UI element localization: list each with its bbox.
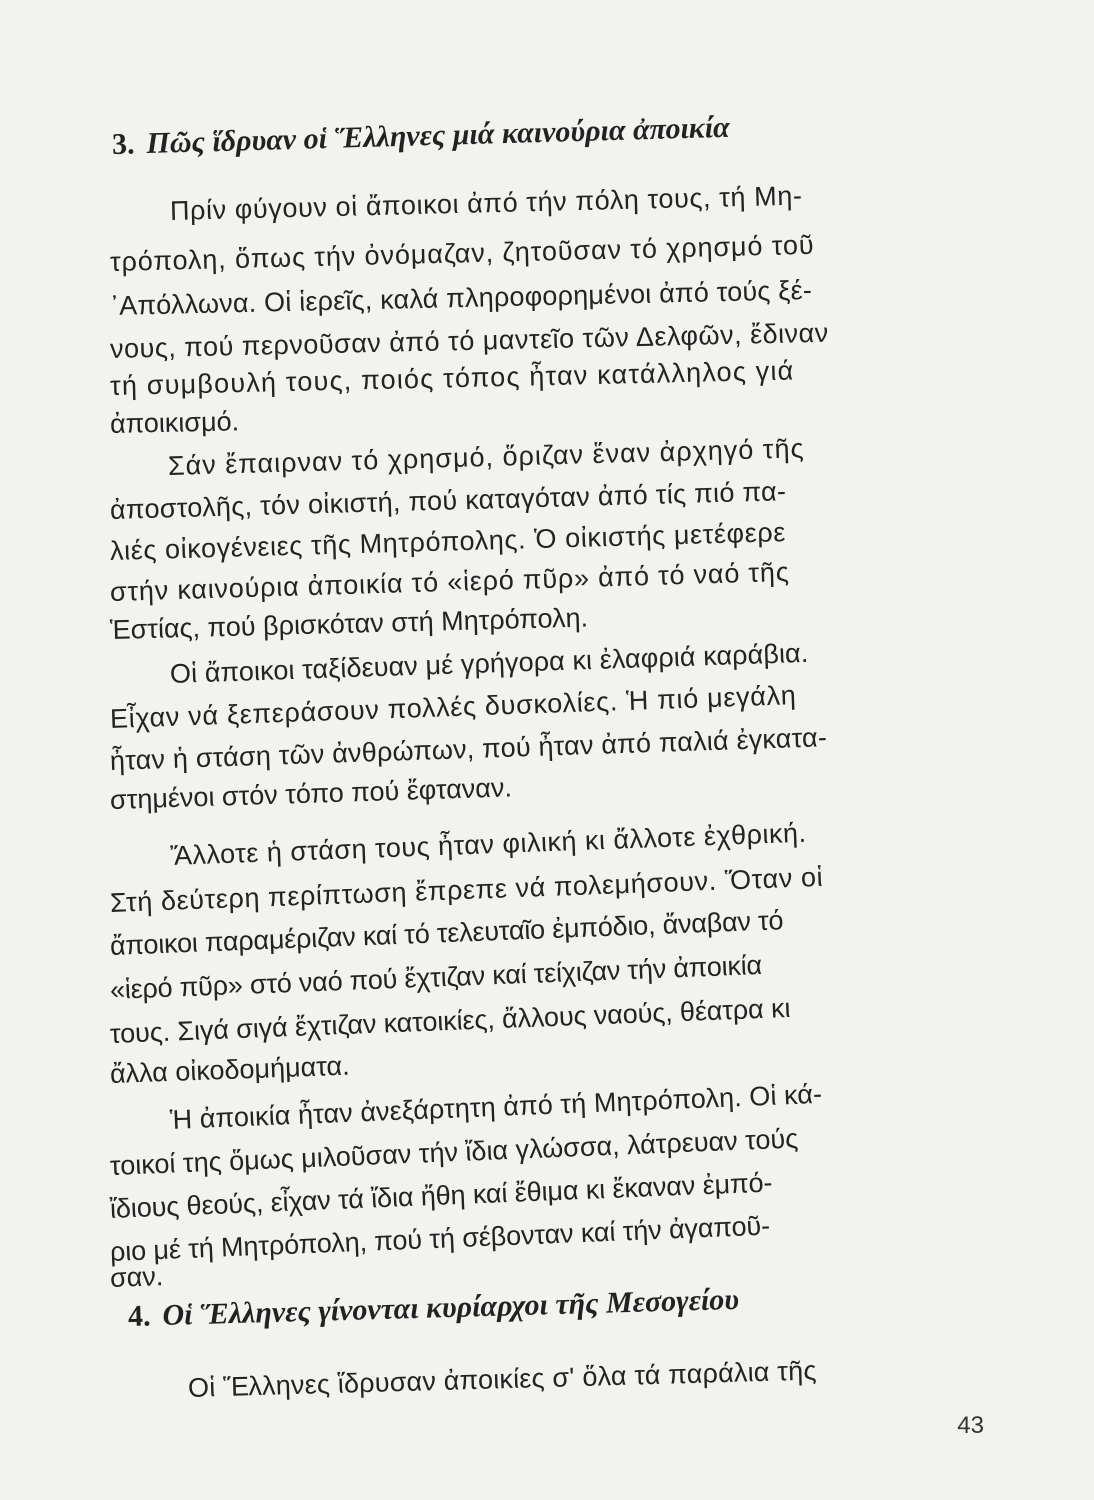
text-line: ἴδιους θεούς, εἶχαν τά ἴδια ἤθη καί ἔθιμα κι ἔκαναν ἐμπό- <box>109 1167 773 1224</box>
text-line: Πρίν φύγουν οἱ ἄποικοι ἀπό τήν πόλη τους, τή Μη- <box>169 180 803 226</box>
text-line: τοικοί της ὅμως μιλοῦσαν τήν ἴδια γλώσσα, λάτρευαν τούς <box>109 1123 799 1181</box>
text-line: νους, πού περνοῦσαν ἀπό τό μαντεῖο τῶν Δελφῶν, ἔδιναν <box>109 317 829 364</box>
text-line: ἀποστολῆς, τόν οἰκιστή, πού καταγόταν ἀπό τίς πιό πα- <box>109 476 787 525</box>
text-line: Στή δεύτερη περίπτωση ἔπρεπε νά πολεμήσουν. Ὅταν οἱ <box>109 861 824 918</box>
text-line: Ἡ ἀποικία ἦταν ἀνεξάρτητη ἀπό τή Μητρόπολη. Οἱ κά- <box>169 1078 823 1135</box>
text-line: λιές οἰκογένειες τῆς Μητρόπολης. Ὁ οἰκιστής μετέφερε <box>109 517 787 566</box>
text-line: Σάν ἔπαιρναν τό χρησμό, ὅριζαν ἕναν ἀρχηγό τῆς <box>167 433 805 481</box>
section-3-number: 3. <box>111 127 135 161</box>
text-line: ἀποικισμό. <box>109 406 240 439</box>
text-line: Ἑστίας, πού βρισκόταν στή Μητρόπολη. <box>109 602 589 645</box>
text-line: ἄλλα οἰκοδομήματα. <box>109 1050 351 1089</box>
text-line: ᾿Απόλλωνα. Οἱ ἱερεῖς, καλά πληροφορημένοι ἀπό τούς ξέ- <box>109 275 813 321</box>
text-line: στήν καινούρια ἀποικία τό «ἱερό πῦρ» ἀπό τό ναό τῆς <box>109 556 790 607</box>
text-line: «ἱερό πῦρ» στό ναό πού ἔχτιζαν καί τείχιζαν τήν ἀποικία <box>109 949 763 1005</box>
text-line: τρόπολη, ὅπως τήν ὀνόμαζαν, ζητοῦσαν τό χρησμό τοῦ <box>109 229 815 277</box>
text-line: Οἱ ἄποικοι ταξίδευαν μέ γρήγορα κι ἐλαφριά καράβια. <box>169 637 809 689</box>
section-3-title: Πῶς ἵδρυαν οἱ Ἕλληνες μιά καινούρια ἀποικία <box>146 110 731 161</box>
text-line: τή συμβουλή τους, ποιός τόπος ἦταν κατάλληλος γιά <box>109 355 795 401</box>
text-line: τους. Σιγά σιγά ἔχτιζαν κατοικίες, ἄλλους ναούς, θέατρα κι <box>109 992 791 1049</box>
section-4-heading <box>128 1283 740 1334</box>
section-4-title: Οἱ Ἕλληνες γίνονται κυρίαρχοι τῆς Μεσογείου <box>162 1282 740 1333</box>
text-line: Εἶχαν νά ξεπεράσουν πολλές δυσκολίες. Ἡ πιό μεγάλη <box>109 680 797 734</box>
section-4-number: 4. <box>127 1299 151 1333</box>
section-3-heading <box>112 111 731 162</box>
text-line: στημένοι στόν τόπο πού ἔφταναν. <box>109 772 513 815</box>
text-line: Ἄλλοτε ἡ στάση τους ἦταν φιλική κι ἄλλοτε ἐχθρική. <box>169 817 807 871</box>
page-number: 43 <box>957 1412 984 1439</box>
text-line: ριο μέ τή Μητρόπολη, πού τή σέβονταν καί τήν ἀγαποῦ- <box>109 1210 771 1267</box>
text-line: σαν. <box>109 1261 164 1293</box>
text-line: ἄποικοι παραμέριζαν καί τό τελευταῖο ἐμπόδιο, ἄναβαν τό <box>109 905 784 961</box>
text-line: ἦταν ἡ στάση τῶν ἀνθρώπων, πού ἦταν ἀπό παλιά ἐγκατα- <box>109 722 828 776</box>
text-line: Οἱ Ἕλληνες ἵδρυσαν ἀποικίες σ' ὅλα τά παράλια τῆς <box>187 1355 818 1403</box>
